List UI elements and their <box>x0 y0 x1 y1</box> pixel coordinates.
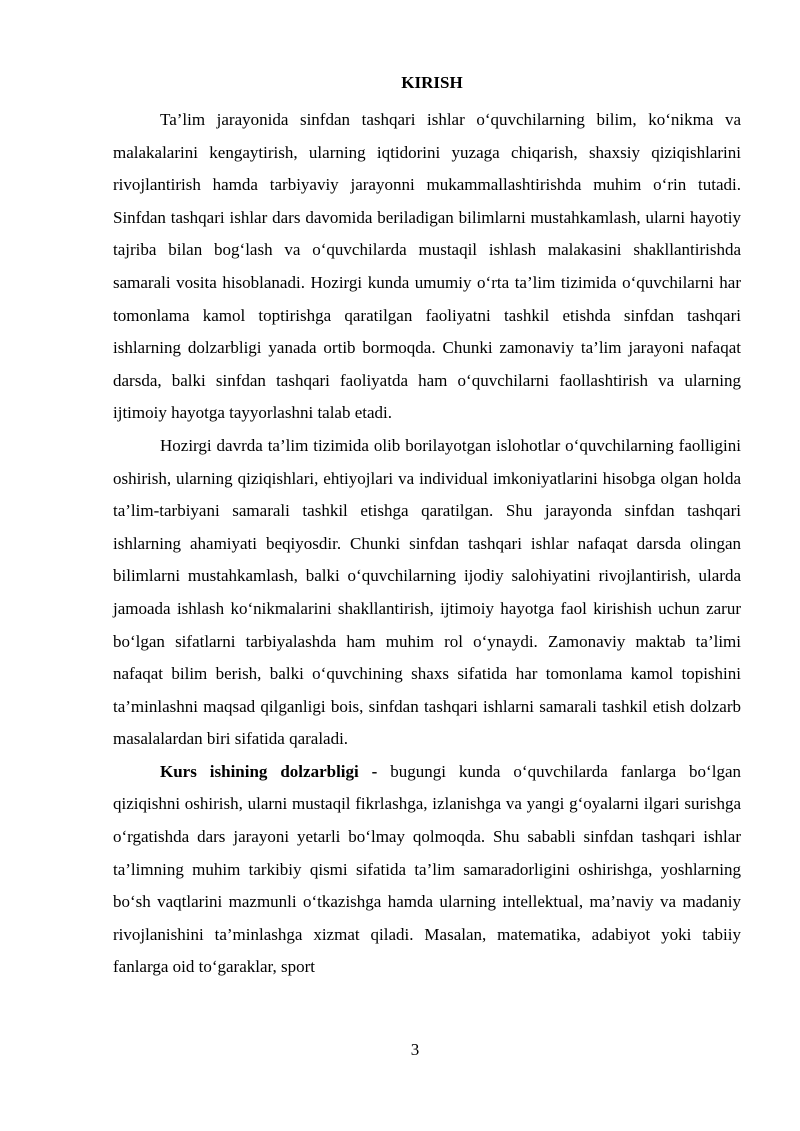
paragraph-bold-lead: Kurs ishining dolzarbligi - <box>160 761 378 781</box>
paragraph-intro <box>113 104 741 430</box>
page-number: 3 <box>410 1040 420 1059</box>
paragraph-reforms <box>113 430 741 756</box>
paragraph-relevance <box>113 756 741 984</box>
page-title: KIRISH <box>401 73 463 92</box>
document-page <box>113 72 741 984</box>
paragraph-text: Ta’lim jarayonida sinfdan tashqari ishlar o‘quvchilarning bilim, ko‘nikma va malakalarini kengaytirish, ularning iqtidorini yuzaga chiqarish, shaxsiy qiziqishlarini rivojlantirish hamda tarbiyaviy jarayonni mukammallashtirishda muhim o‘rin tutadi. Sinfdan tashqari ishlar dars davomida beriladigan bilimlarni mustahkamlash, ularni hayotiy tajriba bilan bog‘lash va o‘quvchilarda mustaqil ishlash malakasini shakllantirishda samarali vosita hisoblanadi. Hozirgi kunda umumiy o‘rta ta’lim tizimida o‘quvchilarni har tomonlama kamol toptirishga qaratilgan faoliyatni tashkil etishda sinfdan tashqari ishlarning dolzarbligi yanada ortib bormoqda. Chunki zamonaviy ta’lim jarayoni nafaqat darsda, balki sinfdan tashqari faoliyatda ham o‘quvchilarni faollashtirish va ularning ijtimoiy hayotga tayyorlashni talab etadi. <box>113 110 741 423</box>
paragraph-text: Hozirgi davrda ta’lim tizimida olib borilayotgan islohotlar o‘quvchilarning faolligini oshirish, ularning qiziqishlari, ehtiyojlari va individual imkoniyatlarini hisobga olgan holda ta’lim-tarbiyani samarali tashkil etishga qaratilgan. Shu jarayonda sinfdan tashqari ishlarning ahamiyati beqiyosdir. Chunki sinfdan tashqari ishlar nafaqat darsda olingan bilimlarni mustahkamlash, balki o‘quvchilarning ijodiy salohiyatini rivojlantirish, ularda jamoada ishlash ko‘nikmalarini shakllantirish, ijtimoiy hayotga faol kirishish uchun zarur bo‘lgan sifatlarni tarbiyalashda ham muhim rol o‘ynaydi. Zamonaviy maktab ta’limi nafaqat bilim berish, balki o‘quvchining shaxs sifatida har tomonlama kamol topishini ta’minlashni maqsad qilganligi bois, sinfdan tashqari ishlarni samarali tashkil etish dolzarb masalalardan biri sifatida qaraladi. <box>113 435 741 749</box>
paragraph-text: bugungi kunda o‘quvchilarda fanlarga bo‘lgan qiziqishni oshirish, ularni mustaqil fikrlashga, izlanishga va yangi g‘oyalarni ilgari surishga o‘rgatishda dars jarayoni yetarli bo‘lmay qolmoqda. Shu sababli sinfdan tashqari ishlar ta’limning muhim tarkibiy qismi sifatida ta’lim samaradorligini oshirishga, yoshlarning bo‘sh vaqtlarini mazmunli o‘tkazishga hamda ularning intellektual, ma’naviy va madaniy rivojlanishini ta’minlashga xizmat qiladi. Masalan, matematika, adabiyot yoki tabiiy fanlarga oid to‘garaklar, sport <box>113 761 741 977</box>
